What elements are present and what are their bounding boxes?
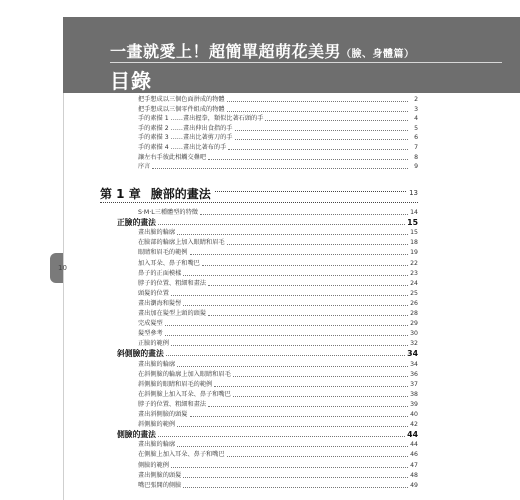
toc-entry[interactable]	[138, 381, 418, 389]
toc-entry[interactable]	[138, 144, 418, 152]
toc-entry[interactable]	[138, 371, 418, 379]
dot-leader	[152, 168, 408, 169]
toc-entry-page: 5	[414, 124, 418, 132]
dot-leader	[177, 234, 408, 235]
toc-entry-label: 加入耳朵、鼻子和嘴巴	[138, 259, 200, 267]
toc-entry-page: 6	[414, 134, 418, 142]
toc-entry-label: 畫出臉的輪廓	[138, 441, 176, 449]
toc-entry[interactable]	[138, 391, 418, 399]
dot-leader	[177, 426, 408, 427]
toc-entry[interactable]	[138, 260, 418, 268]
toc-entry-page: 39	[410, 400, 418, 408]
dot-leader	[227, 244, 408, 245]
toc-entry-label: 把手想成以三個零件組成的物體	[138, 105, 225, 113]
toc-entry-label: 讓左右手彼此相觸交疊吧	[138, 153, 207, 161]
toc-entry-label: S‧M‧L三種體型的特徵	[138, 209, 198, 216]
toc-heading: 目錄	[110, 69, 152, 93]
dot-leader	[183, 477, 408, 478]
book-title	[110, 39, 415, 62]
toc-entry-page: 24	[410, 279, 418, 287]
toc-entry-label: 斜側臉的範例	[138, 421, 176, 429]
toc-entry-label: 脖子的位置、粗細和畫法	[138, 400, 207, 408]
toc-entry[interactable]	[138, 340, 418, 348]
toc-entry-label: 畫出臉的輪廓	[138, 229, 176, 237]
toc-entry-label: 嘴巴張開的側臉	[138, 481, 182, 489]
dot-leader	[227, 101, 408, 102]
toc-entry[interactable]	[138, 209, 418, 217]
toc-entry-label: 在斜側臉的輪廓上加入眼睛和眉毛	[138, 370, 231, 378]
toc-entry[interactable]	[138, 361, 418, 369]
toc-entry-page: 44	[407, 430, 418, 440]
toc-entry-page: 9	[414, 163, 418, 171]
toc-entry-page: 19	[410, 249, 418, 257]
dot-leader	[183, 487, 408, 488]
page-number: 10	[58, 264, 67, 272]
toc-entry[interactable]	[138, 163, 418, 171]
toc-section[interactable]	[117, 431, 418, 439]
dot-leader	[208, 285, 408, 286]
header-banner	[63, 17, 520, 93]
toc-entry-label: 斜側臉的畫法	[117, 349, 164, 359]
toc-entry[interactable]	[138, 106, 418, 114]
toc-entry-page: 34	[410, 360, 418, 368]
toc-entry[interactable]	[138, 330, 418, 338]
dot-leader	[202, 265, 408, 266]
dot-leader	[171, 345, 408, 346]
toc-entry-label: 把手想成以三個色面拼成的物體	[138, 96, 225, 103]
toc-entry[interactable]	[138, 96, 418, 104]
toc-entry-page: 44	[410, 441, 418, 449]
dot-leader	[208, 406, 408, 407]
dot-leader	[190, 416, 409, 417]
dot-leader	[233, 376, 408, 377]
toc-entry[interactable]	[138, 134, 418, 142]
book-subtitle: （臉、身體篇）	[341, 49, 415, 60]
toc-entry[interactable]	[138, 280, 418, 288]
dot-leader	[171, 295, 408, 296]
toc-entry[interactable]	[138, 154, 418, 162]
book-title-text: 一畫就愛上！超簡單超萌花美男	[110, 42, 342, 61]
toc-entry-label: 眼睛和眉毛的範例	[138, 249, 188, 257]
dot-leader	[227, 111, 408, 112]
toc-entry-label: 完成髮型	[138, 320, 163, 328]
toc-entry-label: 正臉的畫法	[117, 218, 156, 228]
toc-entry-label: 側臉的畫法	[117, 430, 156, 440]
toc-entry[interactable]	[138, 115, 418, 123]
dot-leader	[165, 325, 408, 326]
toc-entry-page: 8	[414, 153, 418, 161]
toc-entry-label: 序言	[138, 163, 151, 171]
toc-entry[interactable]	[138, 472, 418, 480]
dot-leader	[190, 254, 409, 255]
toc-entry[interactable]	[138, 300, 418, 308]
toc-entry-page: 42	[410, 421, 418, 429]
dot-leader	[208, 159, 408, 160]
toc-entry-page: 37	[410, 380, 418, 388]
toc-entry-page: 28	[410, 310, 418, 317]
dot-leader	[214, 386, 408, 387]
toc-entry-label: 在臉部的輪廓上加入眼睛和眉毛	[138, 239, 225, 247]
toc-entry[interactable]	[138, 441, 418, 449]
dot-leader	[177, 446, 408, 447]
toc-entry[interactable]	[138, 462, 418, 470]
dot-leader	[158, 224, 405, 225]
toc-section[interactable]	[117, 350, 418, 358]
toc-entry-page: 7	[414, 144, 418, 151]
dot-leader	[165, 335, 408, 336]
toc-entry-page: 22	[410, 259, 418, 267]
toc-entry-page: 48	[410, 471, 418, 479]
toc-entry[interactable]	[138, 125, 418, 133]
toc-entry[interactable]	[138, 239, 418, 247]
toc-entry[interactable]	[138, 482, 418, 490]
toc-entry-label: 畫出加在髮型上頭的頭髮	[138, 310, 207, 317]
toc-entry[interactable]	[138, 421, 418, 429]
chapter-leader	[215, 191, 406, 192]
toc-entry-label: 正臉的範例	[138, 340, 169, 348]
toc-entry-page: 34	[407, 349, 418, 359]
toc-entry-label: 在側臉上加入耳朵、鼻子和嘴巴	[138, 451, 225, 459]
dot-leader	[171, 467, 408, 468]
toc-entry-page: 32	[410, 340, 418, 348]
toc-entry-page: 40	[410, 411, 418, 418]
chapter-number: 第 1 章	[100, 186, 141, 201]
dot-leader	[233, 396, 408, 397]
toc-entry-page: 26	[410, 299, 418, 307]
dot-leader	[183, 305, 408, 306]
toc-entry-page: 47	[410, 461, 418, 469]
toc-entry-page: 30	[410, 330, 418, 338]
dot-leader	[200, 214, 408, 215]
toc-entry-label: 頭髮的位置	[138, 289, 169, 297]
dot-leader	[208, 315, 408, 316]
dot-leader	[235, 139, 409, 140]
toc-entry-label: 手的素描 4 ……畫出比著布的手	[138, 144, 227, 151]
toc-entry-label: 畫出斜側臉的頭髮	[138, 411, 188, 418]
toc-entry[interactable]	[138, 229, 418, 237]
dot-leader	[166, 355, 405, 356]
toc-entry[interactable]	[138, 320, 418, 328]
toc-entry-page: 29	[410, 320, 418, 328]
toc-entry[interactable]	[138, 451, 418, 459]
toc-entry-page: 25	[410, 289, 418, 297]
toc-entry-label: 鼻子的正面模樣	[138, 269, 182, 277]
dot-leader	[265, 120, 408, 121]
toc-entry-label: 側臉的範例	[138, 461, 169, 469]
toc-entry-label: 手的素描 1 ……畫出握拳，類似比著石頭的手	[138, 115, 264, 123]
toc-entry-label: 畫出瀏海和髮髻	[138, 299, 182, 307]
toc-entry-label: 斜側臉的眼睛和眉毛的範例	[138, 380, 213, 388]
toc-entry-label: 脖子的位置、粗細和畫法	[138, 279, 207, 287]
toc-entry-page: 18	[410, 239, 418, 247]
toc-entry[interactable]	[138, 411, 418, 419]
dot-leader	[177, 366, 408, 367]
toc-entry-page: 14	[410, 209, 418, 216]
chapter-page: 13	[409, 189, 418, 197]
toc-entry-page: 46	[410, 451, 418, 459]
toc-entry-page: 15	[410, 229, 418, 237]
toc-section[interactable]	[117, 219, 418, 227]
toc-entry-page: 3	[414, 105, 418, 113]
title-divider	[110, 62, 502, 63]
dot-leader	[183, 275, 408, 276]
toc-entry[interactable]	[138, 310, 418, 318]
chapter-heading[interactable]	[100, 184, 418, 203]
toc-entry-label: 手的素描 2 ……畫出伸出食指的手	[138, 124, 233, 132]
dot-leader	[158, 436, 405, 437]
toc-entry-page: 49	[410, 481, 418, 489]
toc-entry[interactable]	[138, 290, 418, 298]
dot-leader	[228, 149, 408, 150]
toc-entry[interactable]	[138, 401, 418, 409]
toc-entry-page: 38	[410, 390, 418, 398]
margin-divider	[63, 93, 64, 500]
toc-entry-page: 23	[410, 269, 418, 277]
toc-entry-page: 15	[407, 218, 418, 228]
toc-entry-page: 4	[414, 115, 418, 123]
toc-entry-label: 髮型參考	[138, 330, 163, 338]
chapter-title: 臉部的畫法	[150, 186, 211, 201]
toc-entry[interactable]	[138, 249, 418, 257]
dot-leader	[235, 130, 409, 131]
dot-leader	[227, 456, 408, 457]
toc-entry-label: 畫出臉的輪廓	[138, 360, 176, 368]
toc-entry[interactable]	[138, 270, 418, 278]
toc-entry-page: 2	[414, 96, 418, 103]
toc-entry-label: 在斜側臉上加入耳朵、鼻子和嘴巴	[138, 390, 231, 398]
toc-entry-label: 手的素描 3 ……畫出比著剪刀的手	[138, 134, 233, 142]
toc-entry-label: 畫出側臉的頭髮	[138, 471, 182, 479]
toc-entry-page: 36	[410, 370, 418, 378]
